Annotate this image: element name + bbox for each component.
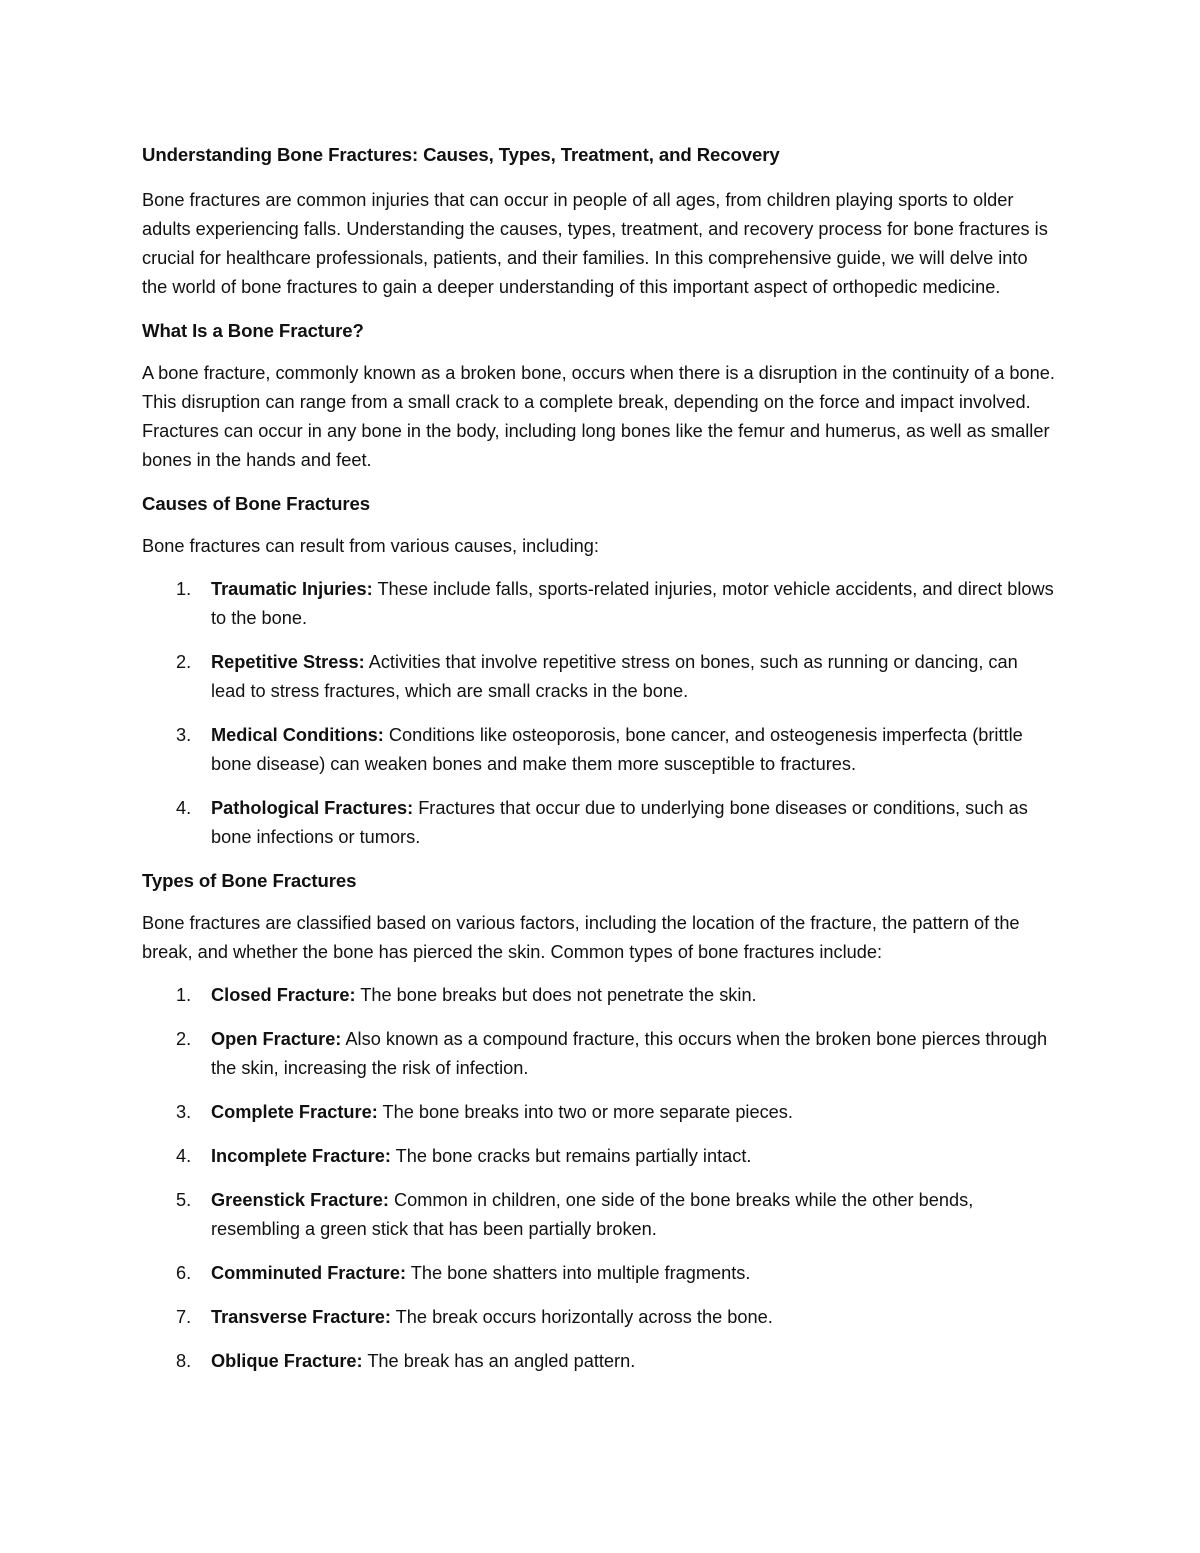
list-number: 7. (176, 1307, 192, 1327)
causes-heading: Causes of Bone Fractures (142, 493, 371, 514)
list-description: Fractures that occur due to underlying bone diseases or conditions, such as bone infections or tumors. (211, 798, 1028, 847)
list-term: Incomplete Fracture: (211, 1146, 391, 1166)
list-item (142, 1347, 1057, 1376)
list-term: Complete Fracture: (211, 1102, 378, 1122)
list-item (142, 794, 1057, 852)
list-description: Activities that involve repetitive stress on bones, such as running or dancing, can lead to stress fractures, which are small cracks in the bone. (211, 652, 1018, 701)
list-number: 4. (176, 798, 192, 818)
list-description: Conditions like osteoporosis, bone cancer, and osteogenesis imperfecta (brittle bone disease) can weaken bones and make them more susceptible to fractures. (211, 725, 1023, 774)
list-number: 2. (176, 1029, 192, 1049)
list-term: Medical Conditions: (211, 725, 384, 745)
list-term: Traumatic Injuries: (211, 579, 373, 599)
types-list (142, 981, 1057, 1376)
list-item (142, 1303, 1057, 1332)
list-term: Greenstick Fracture: (211, 1190, 389, 1210)
list-term: Repetitive Stress: (211, 652, 365, 672)
list-description: The break has an angled pattern. (362, 1351, 636, 1371)
list-item (142, 575, 1057, 633)
list-description: Common in children, one side of the bone breaks while the other bends, resembling a green stick that has been partially broken. (211, 1190, 974, 1239)
causes-intro: Bone fractures can result from various causes, including: (142, 536, 599, 556)
document-title: Understanding Bone Fractures: Causes, Types, Treatment, and Recovery (142, 144, 780, 165)
list-item (142, 648, 1057, 706)
list-number: 4. (176, 1146, 192, 1166)
list-item (142, 1186, 1057, 1244)
list-number: 5. (176, 1190, 192, 1210)
list-description: The bone shatters into multiple fragments. (406, 1263, 751, 1283)
list-number: 2. (176, 652, 192, 672)
list-term: Oblique Fracture: (211, 1351, 363, 1371)
list-number: 1. (176, 985, 192, 1005)
list-item (142, 721, 1057, 779)
list-description: The bone breaks but does not penetrate the skin. (355, 985, 757, 1005)
list-term: Open Fracture: (211, 1029, 342, 1049)
types-intro: Bone fractures are classified based on various factors, including the location of the fracture, the pattern of the break, and whether the bone has pierced the skin. Common types of bone fractures include: (142, 913, 1020, 962)
list-number: 3. (176, 725, 192, 745)
list-description: Also known as a compound fracture, this occurs when the broken bone pierces through the skin, increasing the risk of infection. (211, 1029, 1048, 1078)
list-item (142, 981, 1057, 1010)
types-heading: Types of Bone Fractures (142, 870, 357, 891)
list-number: 6. (176, 1263, 192, 1283)
list-item (142, 1025, 1057, 1083)
list-number: 3. (176, 1102, 192, 1122)
list-number: 1. (176, 579, 192, 599)
list-term: Pathological Fractures: (211, 798, 414, 818)
what-paragraph: A bone fracture, commonly known as a broken bone, occurs when there is a disruption in the continuity of a bone. This disruption can range from a small crack to a complete break, depending on the force and impact involved. Fractures can occur in any bone in the body, including long bones like the femur and humerus, as well as smaller bones in the hands and feet. (142, 363, 1055, 470)
causes-list (142, 575, 1057, 852)
list-term: Closed Fracture: (211, 985, 356, 1005)
document-page (142, 140, 1057, 1390)
what-heading: What Is a Bone Fracture? (142, 320, 364, 341)
intro-paragraph: Bone fractures are common injuries that can occur in people of all ages, from children playing sports to older adults experiencing falls. Understanding the causes, types, treatment, and recovery process for bone fractures is crucial for healthcare professionals, patients, and their families. In this comprehensive guide, we will delve into the world of bone fractures to gain a deeper understanding of this important aspect of orthopedic medicine. (142, 190, 1048, 297)
list-term: Transverse Fracture: (211, 1307, 391, 1327)
list-term: Comminuted Fracture: (211, 1263, 407, 1283)
list-description: These include falls, sports-related injuries, motor vehicle accidents, and direct blows to the bone. (211, 579, 1054, 628)
list-item (142, 1098, 1057, 1127)
list-description: The bone cracks but remains partially intact. (390, 1146, 752, 1166)
list-item (142, 1259, 1057, 1288)
list-number: 8. (176, 1351, 192, 1371)
list-description: The bone breaks into two or more separate pieces. (377, 1102, 793, 1122)
list-description: The break occurs horizontally across the bone. (390, 1307, 773, 1327)
list-item (142, 1142, 1057, 1171)
